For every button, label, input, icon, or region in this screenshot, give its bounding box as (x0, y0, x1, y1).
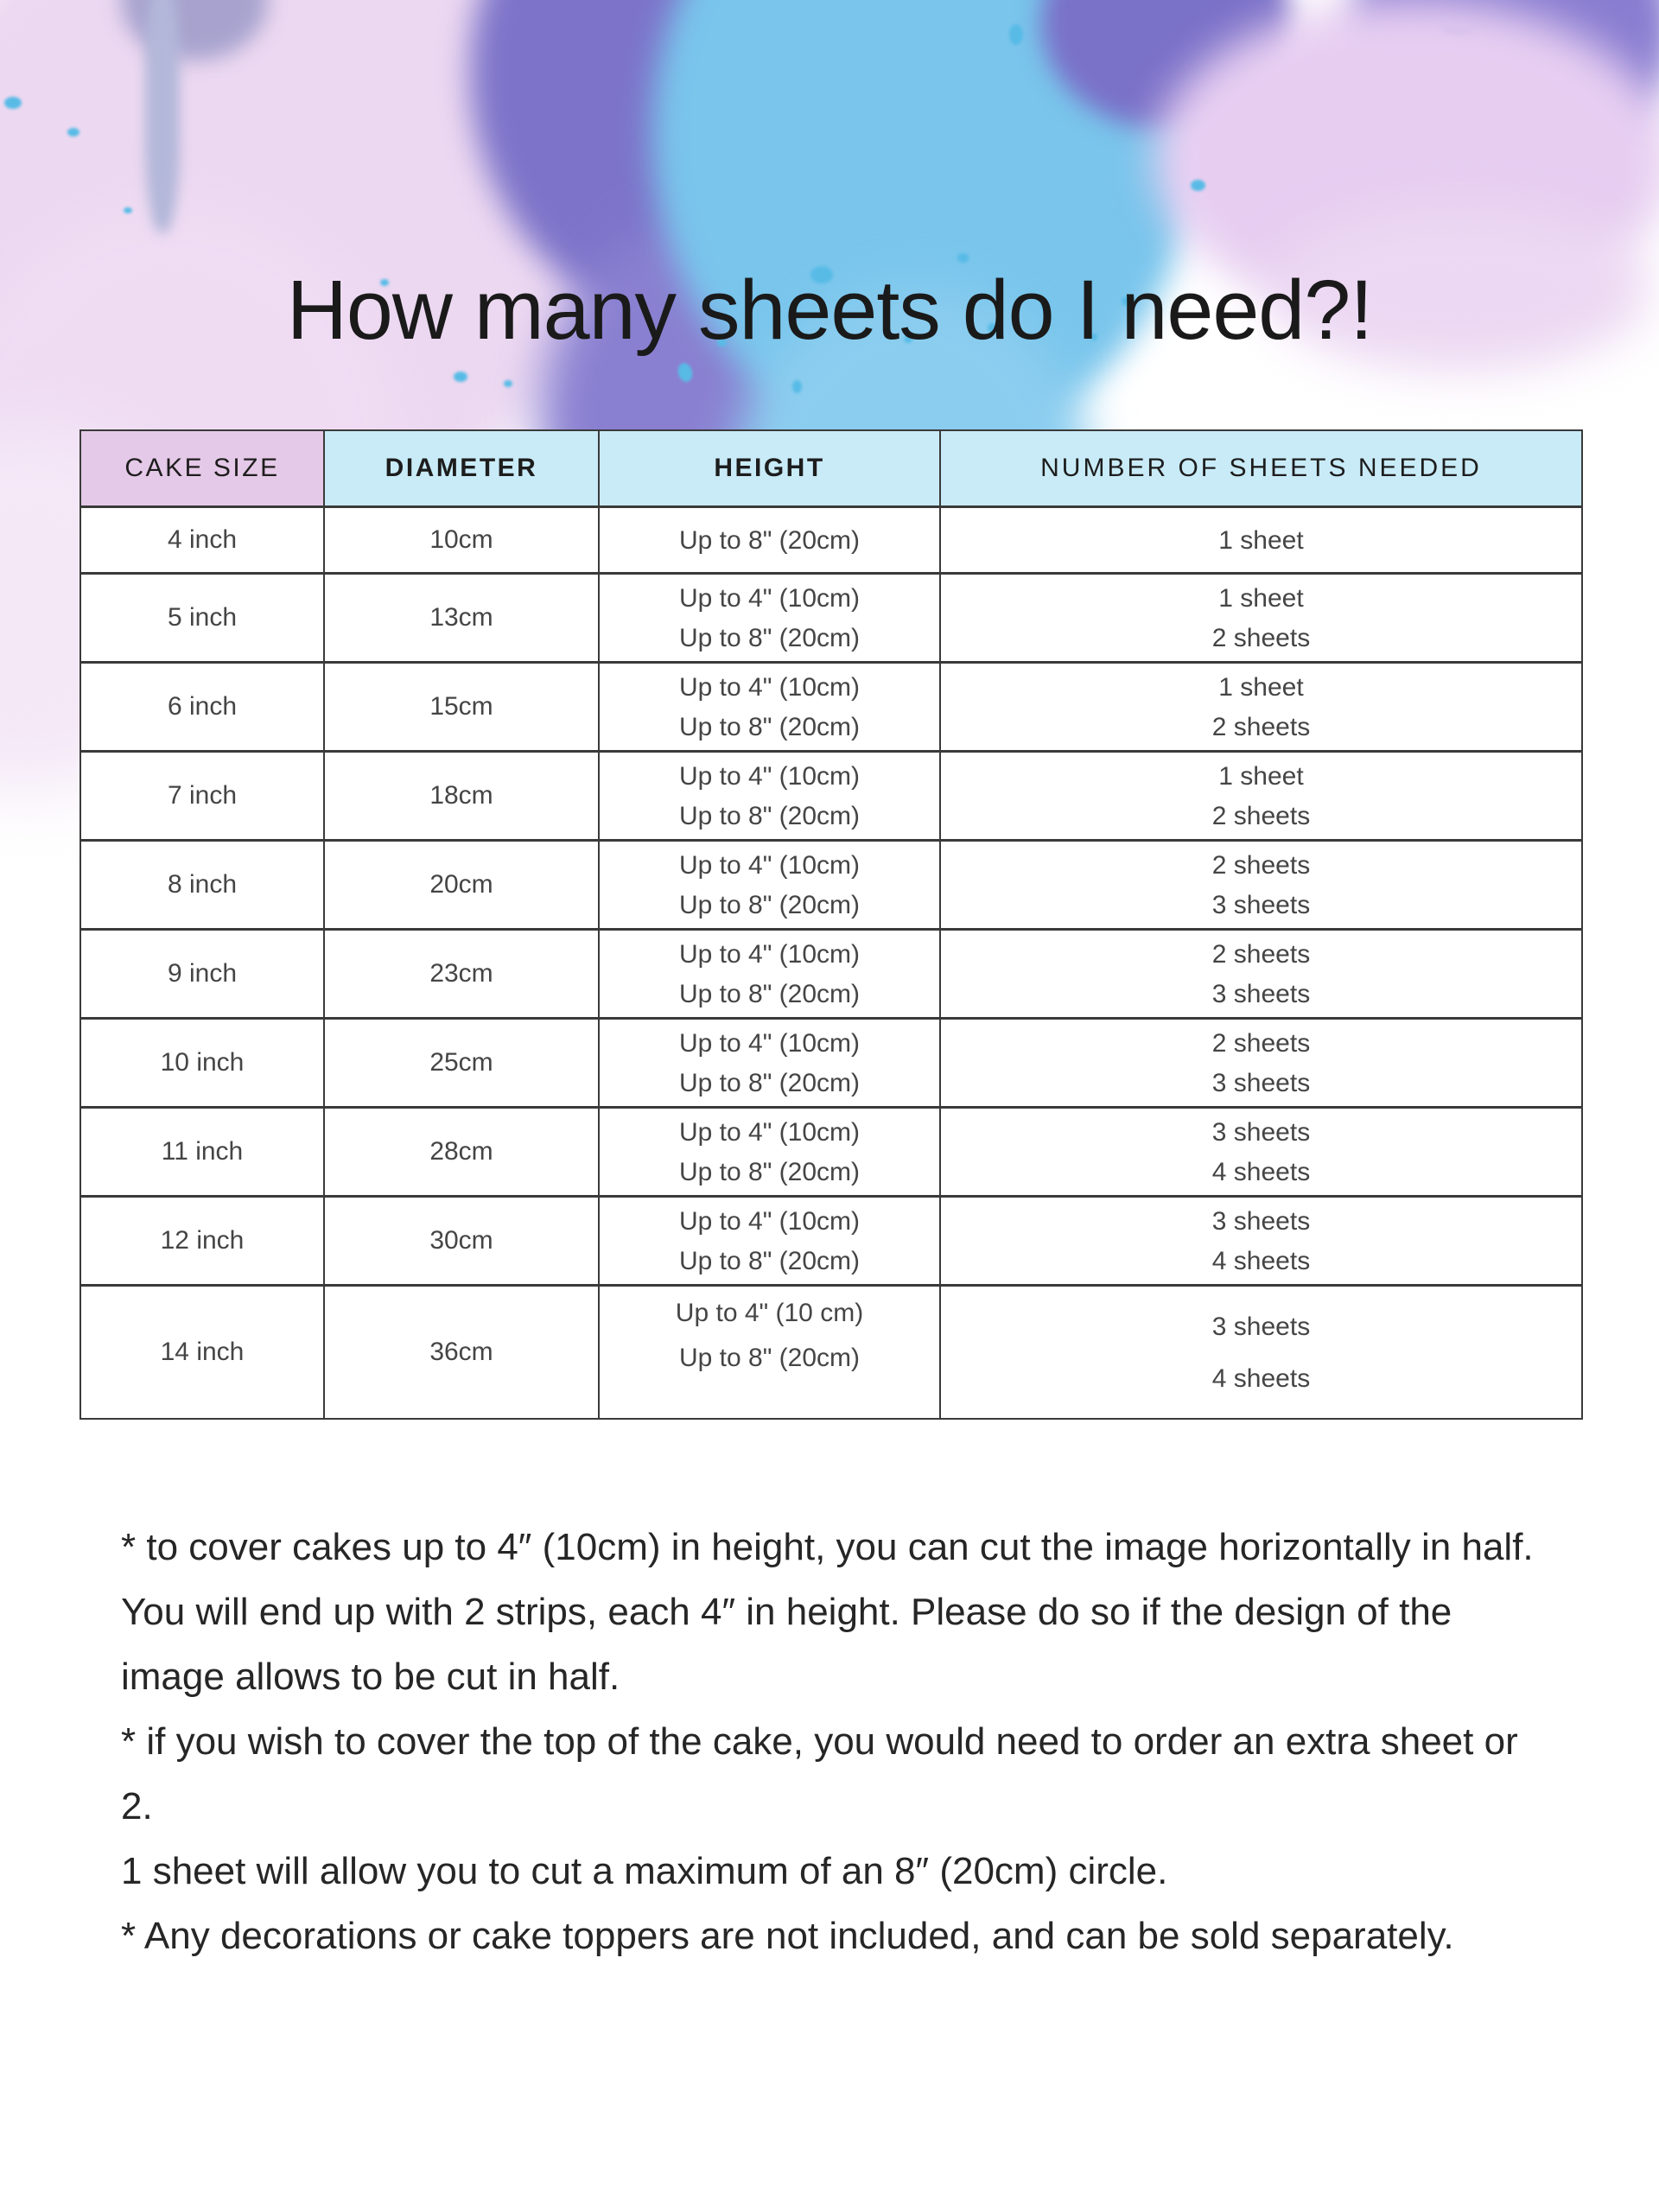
height-cell (598, 753, 939, 839)
sheets-line: 1 sheet (1218, 673, 1304, 702)
diameter-cell: 15cm (323, 664, 598, 750)
header-sheets-needed: NUMBER OF SHEETS NEEDED (939, 431, 1581, 505)
height-line: Up to 4" (10cm) (678, 762, 861, 791)
height-cell (598, 508, 939, 572)
height-line: Up to 8" (20cm) (678, 1344, 861, 1372)
sheets-line: 3 sheets (1211, 980, 1311, 1008)
diameter-cell: 20cm (323, 842, 598, 928)
diameter-cell: 36cm (323, 1287, 598, 1418)
diameter-cell: 18cm (323, 753, 598, 839)
sheets-cell (939, 931, 1581, 1017)
sheets-line: 1 sheet (1218, 584, 1304, 613)
sheets-cell (939, 1287, 1581, 1418)
height-line: Up to 4" (10cm) (678, 1207, 861, 1236)
sheets-line: 4 sheets (1211, 1247, 1311, 1275)
cake-size-cell: 12 inch (160, 1226, 245, 1255)
height-line: Up to 4" (10cm) (678, 673, 861, 702)
cake-size-cell: 8 inch (167, 870, 238, 899)
table-row (81, 1017, 1581, 1106)
diameter-cell: 25cm (323, 1020, 598, 1106)
droplet (4, 97, 22, 109)
droplet (67, 128, 79, 137)
height-line: Up to 4" (10cm) (678, 940, 861, 969)
sheets-cell (939, 508, 1581, 572)
sheets-line: 3 sheets (1211, 1069, 1311, 1097)
sheets-line: 2 sheets (1211, 624, 1311, 652)
height-line: Up to 8" (20cm) (678, 980, 861, 1008)
watercolor-drip (145, 0, 180, 233)
sheets-cell (939, 842, 1581, 928)
height-line: Up to 8" (20cm) (678, 624, 861, 652)
sheets-cell (939, 575, 1581, 661)
cake-size-cell: 4 inch (167, 525, 238, 554)
cake-size-cell: 11 inch (161, 1137, 244, 1166)
droplet (124, 207, 132, 213)
table-row (81, 505, 1581, 572)
droplet (792, 380, 802, 393)
sheets-line: 3 sheets (1211, 1207, 1311, 1236)
table-row (81, 839, 1581, 928)
droplet (1009, 24, 1023, 45)
footnote: * Any decorations or cake toppers are not included, and can be sold separately. (121, 1915, 1454, 1957)
cake-size-cell: 9 inch (167, 959, 238, 988)
sheets-line: 2 sheets (1211, 940, 1311, 969)
sheets-line: 1 sheet (1218, 526, 1304, 555)
height-line: Up to 8" (20cm) (678, 891, 861, 919)
height-line: Up to 8" (20cm) (678, 1069, 861, 1097)
table-row (81, 1195, 1581, 1284)
header-height: HEIGHT (598, 431, 939, 505)
height-cell (598, 664, 939, 750)
diameter-cell: 30cm (323, 1198, 598, 1284)
cake-size-cell: 10 inch (160, 1048, 245, 1077)
height-line: Up to 4" (10cm) (678, 584, 861, 613)
cake-size-cell: 14 inch (160, 1338, 245, 1366)
height-cell (598, 1287, 939, 1418)
table-row (81, 750, 1581, 839)
sheets-line: 2 sheets (1211, 802, 1311, 830)
sheets-line: 3 sheets (1211, 1118, 1311, 1147)
table-row (81, 572, 1581, 661)
height-cell (598, 1198, 939, 1284)
sheets-cell (939, 1020, 1581, 1106)
footnote: * to cover cakes up to 4″ (10cm) in height, you can cut the image horizontally in half. You will end up with 2 strips, each 4″ in height. Please do so if the design of the image allows to be cut in half. (121, 1526, 1534, 1698)
table-row (81, 928, 1581, 1017)
watercolor-pink-splatter (1443, 24, 1474, 35)
height-line: Up to 8" (20cm) (678, 713, 861, 741)
sheets-line: 2 sheets (1211, 713, 1311, 741)
sheets-line: 3 sheets (1211, 1313, 1311, 1341)
sheets-cell (939, 1109, 1581, 1195)
header-diameter: DIAMETER (323, 431, 598, 505)
height-line: Up to 4" (10cm) (678, 851, 861, 880)
table-row (81, 661, 1581, 750)
height-cell (598, 1020, 939, 1106)
height-line: Up to 4" (10 cm) (675, 1299, 864, 1327)
height-line: Up to 4" (10cm) (678, 1118, 861, 1147)
table-header-row (81, 431, 1581, 505)
sheets-line: 2 sheets (1211, 1029, 1311, 1058)
footnotes (121, 1515, 1551, 1968)
sheets-line: 2 sheets (1211, 851, 1311, 880)
table-row (81, 1106, 1581, 1195)
height-line: Up to 8" (20cm) (678, 1247, 861, 1275)
footnote: 1 sheet will allow you to cut a maximum of an 8″ (20cm) circle. (121, 1850, 1168, 1892)
height-line: Up to 8" (20cm) (678, 526, 861, 555)
height-line: Up to 8" (20cm) (678, 802, 861, 830)
cake-size-cell: 5 inch (167, 603, 238, 632)
height-cell (598, 1109, 939, 1195)
cake-sheets-table (79, 429, 1583, 1420)
height-cell (598, 931, 939, 1017)
height-cell (598, 842, 939, 928)
footnote: * if you wish to cover the top of the cake, you would need to order an extra sheet or 2. (121, 1720, 1518, 1827)
diameter-cell: 28cm (323, 1109, 598, 1195)
droplet (504, 380, 512, 387)
height-cell (598, 575, 939, 661)
height-line: Up to 8" (20cm) (678, 1158, 861, 1186)
sheets-line: 1 sheet (1218, 762, 1304, 791)
sheets-line: 4 sheets (1211, 1158, 1311, 1186)
sheets-cell (939, 1198, 1581, 1284)
table-row (81, 1284, 1581, 1418)
sheets-cell (939, 664, 1581, 750)
height-line: Up to 4" (10cm) (678, 1029, 861, 1058)
sheets-line: 4 sheets (1211, 1364, 1311, 1393)
page-title: How many sheets do I need?! (286, 263, 1373, 357)
diameter-cell: 10cm (323, 508, 598, 572)
header-cake-size: CAKE SIZE (81, 431, 323, 505)
droplet (454, 372, 467, 382)
cake-size-cell: 7 inch (167, 781, 238, 810)
sheets-cell (939, 753, 1581, 839)
sheets-line: 3 sheets (1211, 891, 1311, 919)
diameter-cell: 13cm (323, 575, 598, 661)
droplet (957, 253, 969, 263)
droplet (1191, 180, 1205, 191)
diameter-cell: 23cm (323, 931, 598, 1017)
cake-size-cell: 6 inch (167, 692, 238, 721)
